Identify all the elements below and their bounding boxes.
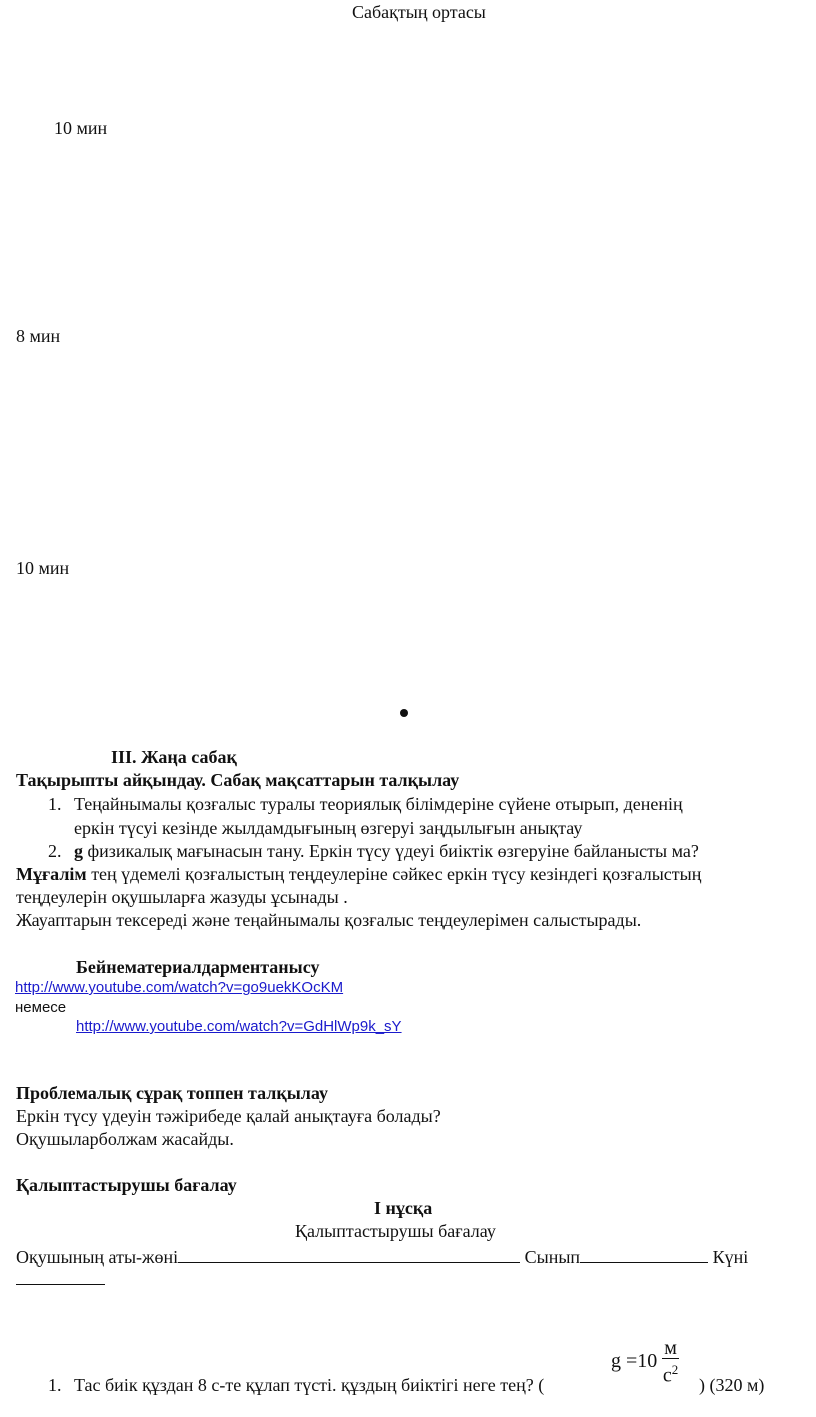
task-item <box>48 1375 544 1396</box>
student-info-line <box>16 1244 748 1268</box>
formula-value: 10 <box>637 1349 658 1372</box>
date-label: Күні <box>712 1247 749 1267</box>
problem-question: Еркін түсу үдеуін тәжірибеде қалай анықтауға болады? <box>16 1106 441 1126</box>
section-heading: ІІІ. Жаңа сабақ <box>111 747 237 767</box>
goal-text: физикалық мағынасын тану. Еркін түсу үдеуі биіктік өзгеруіне байланысты ма? <box>83 841 699 861</box>
teacher-paragraph <box>16 864 701 885</box>
goal-item <box>48 841 699 862</box>
section-subheading: Тақырыпты айқындау. Сабақ мақсаттарын талқылау <box>16 770 460 790</box>
variant-title: І нұсқа <box>374 1198 433 1218</box>
name-label: Оқушының аты-жөні <box>16 1247 179 1267</box>
formula-symbol: g <box>611 1349 621 1372</box>
goal-item <box>48 794 683 815</box>
or-text: немесе <box>15 999 67 1016</box>
task-text: Тас биік құздан 8 с-те құлап түсті. құздың биіктігі неге тең? ( <box>74 1375 545 1395</box>
goal-bold-symbol: g <box>74 841 83 861</box>
teacher-label: Мұғалім <box>16 864 87 884</box>
check-text: Жауаптарын тексереді және теңайнымалы қозғалыс теңдеулерімен салыстырады. <box>16 910 642 930</box>
task-answer: ) (320 м) <box>699 1375 765 1395</box>
goal-number: 1. <box>48 794 62 814</box>
teacher-text: тең үдемелі қозғалыстың теңдеулеріне сәйкес еркін түсу кезіндегі қозғалыстың <box>86 864 702 884</box>
formula-unit-fraction <box>662 1338 679 1387</box>
video-link[interactable]: http://www.youtube.com/watch?v=GdHlWp9k_sY <box>76 1018 402 1035</box>
video-link[interactable]: http://www.youtube.com/watch?v=go9uekKOcKM <box>15 979 344 996</box>
class-label: Сынып <box>524 1247 581 1267</box>
goal-item-continuation: еркін түсуі кезінде жылдамдығының өзгеруі заңдылығын анықтау <box>74 818 583 838</box>
formula-equals: = <box>626 1349 638 1372</box>
name-field[interactable] <box>178 1244 520 1263</box>
date-field-line[interactable] <box>16 1284 105 1285</box>
formula-unit-numerator: м <box>664 1337 677 1359</box>
bullet-marker <box>400 709 408 717</box>
class-field[interactable] <box>580 1244 708 1263</box>
problem-heading: Проблемалық сұрақ топпен талқылау <box>16 1083 328 1103</box>
time-label: 8 мин <box>16 326 61 346</box>
gravity-formula <box>611 1338 679 1387</box>
stage-header: Сабақтың ортасы <box>352 2 486 22</box>
time-label: 10 мин <box>16 558 70 578</box>
assessment-heading: Қалыптастырушы бағалау <box>16 1175 237 1195</box>
problem-answer: Оқушыларболжам жасайды. <box>16 1129 234 1149</box>
task-number: 1. <box>48 1375 62 1395</box>
assessment-subtitle: Қалыптастырушы бағалау <box>295 1221 496 1241</box>
goal-number: 2. <box>48 841 62 861</box>
formula-unit-denominator: $с^2$ <box>662 1362 679 1387</box>
teacher-text-continuation: теңдеулерін оқушыларға жазуды ұсынады . <box>16 887 348 907</box>
goal-text: Теңайнымалы қозғалыс туралы теориялық білімдеріне сүйене отырып, дененің <box>74 794 683 814</box>
time-label: 10 мин <box>54 118 108 138</box>
video-heading: Бейнематериалдарментанысу <box>76 957 320 977</box>
